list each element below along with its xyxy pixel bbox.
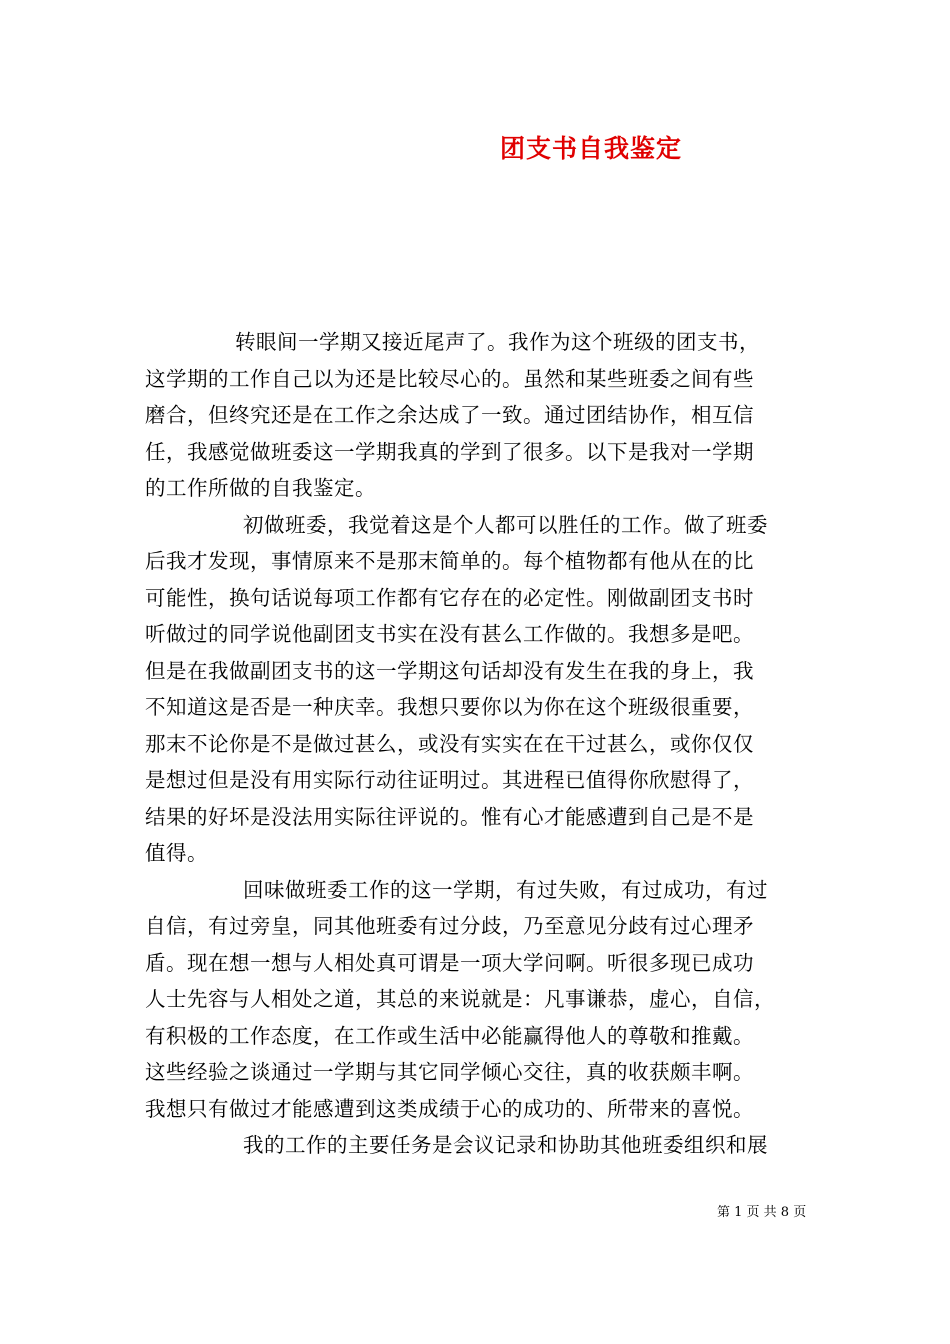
text-line: 初做班委，我觉着这是个人都可以胜任的工作。做了班委 — [243, 512, 768, 537]
text-line: 任，我感觉做班委这一学期我真的学到了很多。以下是我对一学期 — [145, 439, 754, 464]
page-number: 第 1 页 共 8 页 — [717, 1205, 807, 1220]
text-line: 那末不论你是不是做过甚么，或没有实实在在干过甚么，或你仅仅 — [145, 731, 754, 756]
text-line: 盾。现在想一想与人相处真可谓是一项大学问啊。听很多现已成功 — [145, 950, 754, 975]
text-line: 人士先容与人相处之道，其总的来说就是：凡事谦恭，虚心，自信， — [145, 987, 775, 1011]
document-title: 团支书自我鉴定 — [500, 134, 683, 163]
text-line: 有积极的工作态度，在工作或生活中必能赢得他人的尊敬和推戴。 — [145, 1023, 754, 1048]
text-line: 但是在我做副团支书的这一学期这句话却没有发生在我的身上，我 — [145, 658, 754, 683]
text-line: 后我才发现，事情原来不是那末简单的。每个植物都有他从在的比 — [145, 549, 754, 573]
text-line: 结果的好坏是没法用实际往评说的。惟有心才能感遭到自己是不是 — [145, 804, 754, 829]
text-line: 回味做班委工作的这一学期，有过失败，有过成功，有过 — [243, 877, 768, 902]
text-line: 这些经验之谈通过一学期与其它同学倾心交往，真的收获颇丰啊。 — [145, 1060, 754, 1084]
text-line: 值得。 — [145, 841, 208, 865]
text-line: 听做过的同学说他副团支书实在没有甚么工作做的。我想多是吧。 — [145, 622, 754, 646]
text-line: 我想只有做过才能感遭到这类成绩于心的成功的、所带来的喜悦。 — [145, 1096, 754, 1121]
text-line: 可能性，换句话说每项工作都有它存在的必定性。刚做副团支书时 — [145, 585, 754, 610]
text-line: 不知道这是否是一种庆幸。我想只要你以为你在这个班级很重要， — [145, 695, 754, 719]
text-line: 转眼间一学期又接近尾声了。我作为这个班级的团支书， — [235, 330, 760, 354]
text-line: 是想过但是没有用实际行动往证明过。其进程已值得你欣慰得了， — [145, 768, 754, 792]
text-line: 自信，有过旁皇，同其他班委有过分歧，乃至意见分歧有过心理矛 — [145, 914, 754, 938]
text-line: 磨合，但终究还是在工作之余达成了一致。通过团结协作，相互信 — [145, 403, 754, 427]
text-line: 这学期的工作自己以为还是比较尽心的。虽然和某些班委之间有些 — [145, 366, 754, 391]
text-line: 我的工作的主要任务是会议记录和协助其他班委组织和展 — [243, 1133, 768, 1157]
text-line: 的工作所做的自我鉴定。 — [145, 476, 376, 500]
document-body — [145, 324, 817, 1164]
